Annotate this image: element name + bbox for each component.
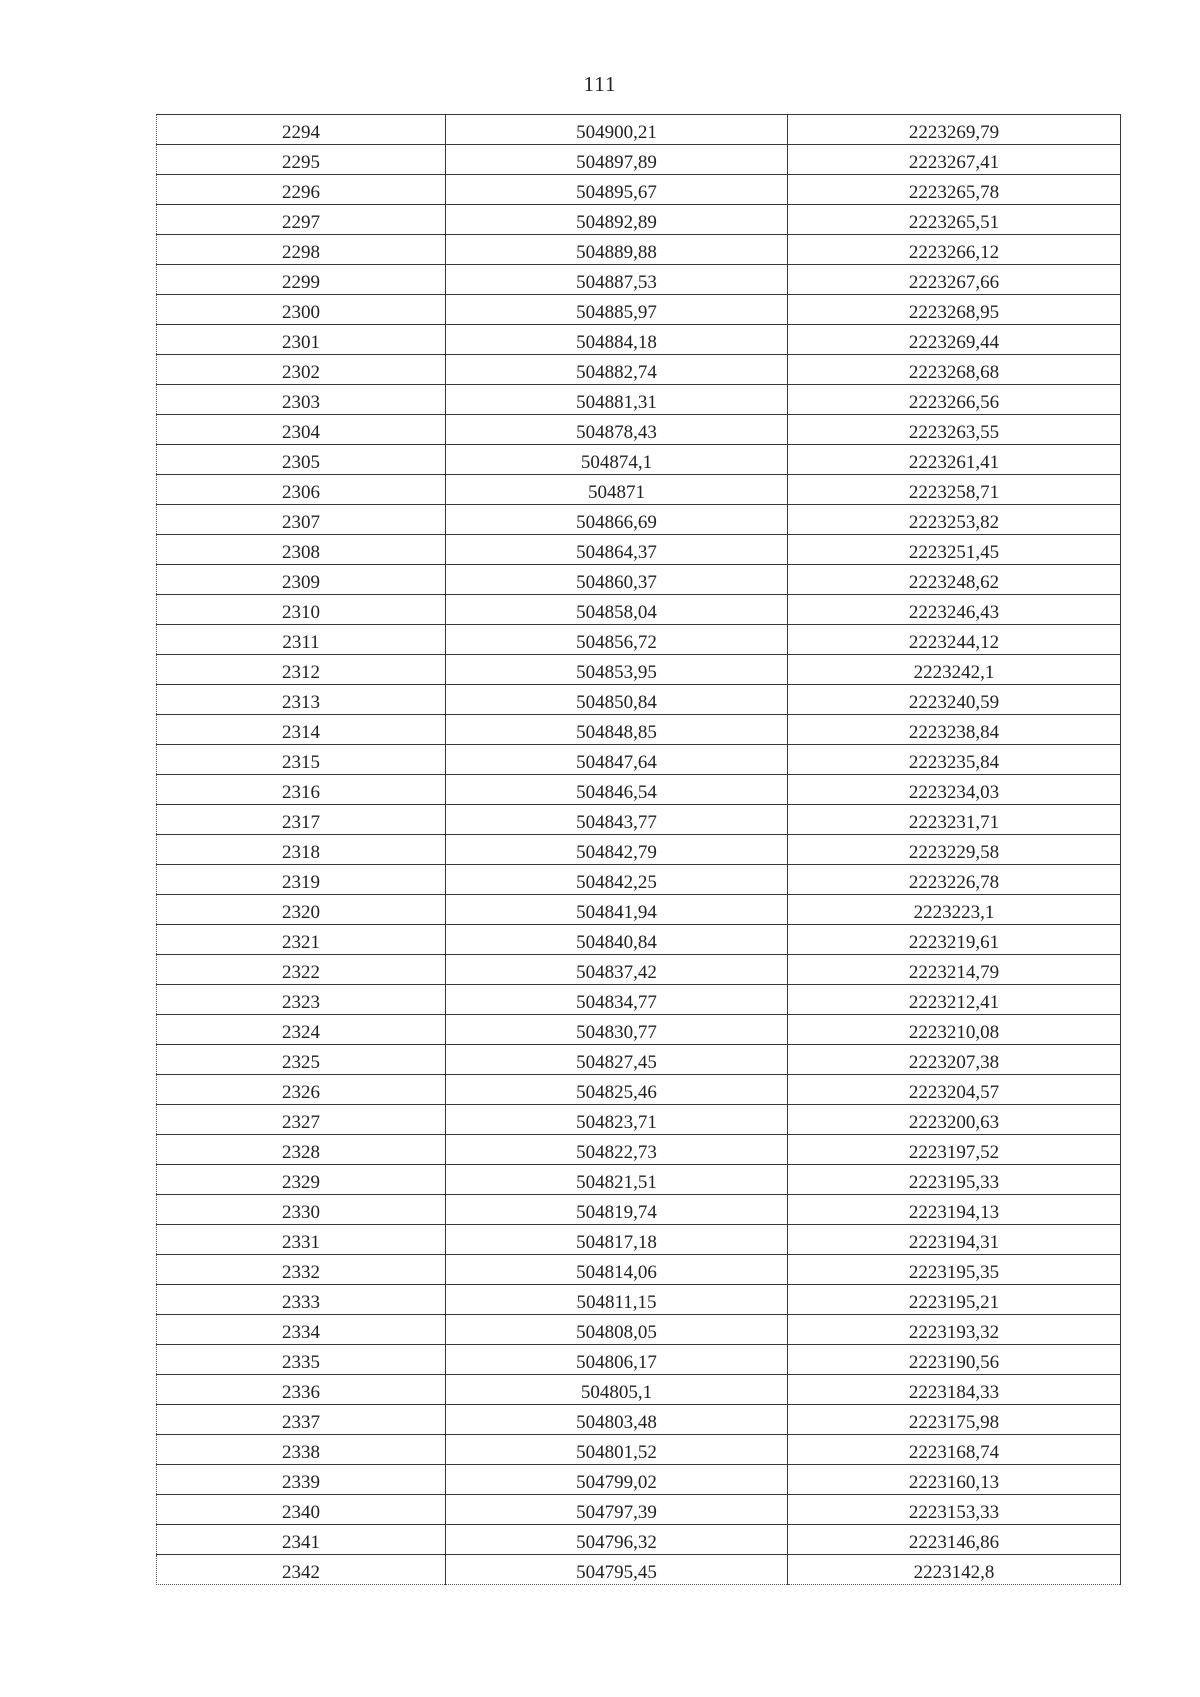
table-row — [157, 1075, 1121, 1105]
point-number-cell: 2311 — [157, 625, 446, 655]
y-coordinate-cell: 2223265,51 — [788, 205, 1121, 235]
y-coordinate-cell: 2223204,57 — [788, 1075, 1121, 1105]
table-row — [157, 1045, 1121, 1075]
y-coordinate-cell: 2223223,1 — [788, 895, 1121, 925]
point-number-cell: 2321 — [157, 925, 446, 955]
y-coordinate-cell: 2223231,71 — [788, 805, 1121, 835]
page-number: 111 — [583, 72, 617, 96]
x-coordinate-cell: 504797,39 — [446, 1495, 788, 1525]
table-row — [157, 1375, 1121, 1405]
table-row — [157, 1015, 1121, 1045]
table-row — [157, 475, 1121, 505]
y-coordinate-cell: 2223268,68 — [788, 355, 1121, 385]
y-coordinate-cell: 2223207,38 — [788, 1045, 1121, 1075]
y-coordinate-cell: 2223194,31 — [788, 1225, 1121, 1255]
y-coordinate-cell: 2223210,08 — [788, 1015, 1121, 1045]
x-coordinate-cell: 504895,67 — [446, 175, 788, 205]
x-coordinate-cell: 504795,45 — [446, 1555, 788, 1585]
point-number-cell: 2325 — [157, 1045, 446, 1075]
x-coordinate-cell: 504827,45 — [446, 1045, 788, 1075]
x-coordinate-cell: 504842,79 — [446, 835, 788, 865]
x-coordinate-cell: 504856,72 — [446, 625, 788, 655]
y-coordinate-cell: 2223195,21 — [788, 1285, 1121, 1315]
table-row — [157, 1255, 1121, 1285]
point-number-cell: 2299 — [157, 265, 446, 295]
x-coordinate-cell: 504834,77 — [446, 985, 788, 1015]
coordinates-table-body — [157, 115, 1121, 1585]
x-coordinate-cell: 504830,77 — [446, 1015, 788, 1045]
point-number-cell: 2320 — [157, 895, 446, 925]
x-coordinate-cell: 504866,69 — [446, 505, 788, 535]
y-coordinate-cell: 2223219,61 — [788, 925, 1121, 955]
x-coordinate-cell: 504881,31 — [446, 385, 788, 415]
table-row — [157, 1465, 1121, 1495]
table-row — [157, 865, 1121, 895]
y-coordinate-cell: 2223251,45 — [788, 535, 1121, 565]
table-row — [157, 775, 1121, 805]
point-number-cell: 2339 — [157, 1465, 446, 1495]
x-coordinate-cell: 504840,84 — [446, 925, 788, 955]
x-coordinate-cell: 504887,53 — [446, 265, 788, 295]
y-coordinate-cell: 2223214,79 — [788, 955, 1121, 985]
y-coordinate-cell: 2223266,56 — [788, 385, 1121, 415]
table-row — [157, 655, 1121, 685]
x-coordinate-cell: 504823,71 — [446, 1105, 788, 1135]
y-coordinate-cell: 2223238,84 — [788, 715, 1121, 745]
point-number-cell: 2330 — [157, 1195, 446, 1225]
x-coordinate-cell: 504796,32 — [446, 1525, 788, 1555]
table-row — [157, 505, 1121, 535]
point-number-cell: 2331 — [157, 1225, 446, 1255]
y-coordinate-cell: 2223246,43 — [788, 595, 1121, 625]
y-coordinate-cell: 2223235,84 — [788, 745, 1121, 775]
point-number-cell: 2324 — [157, 1015, 446, 1045]
point-number-cell: 2304 — [157, 415, 446, 445]
x-coordinate-cell: 504821,51 — [446, 1165, 788, 1195]
table-row — [157, 1135, 1121, 1165]
point-number-cell: 2329 — [157, 1165, 446, 1195]
point-number-cell: 2300 — [157, 295, 446, 325]
y-coordinate-cell: 2223244,12 — [788, 625, 1121, 655]
point-number-cell: 2305 — [157, 445, 446, 475]
point-number-cell: 2317 — [157, 805, 446, 835]
x-coordinate-cell: 504882,74 — [446, 355, 788, 385]
y-coordinate-cell: 2223168,74 — [788, 1435, 1121, 1465]
point-number-cell: 2309 — [157, 565, 446, 595]
point-number-cell: 2313 — [157, 685, 446, 715]
point-number-cell: 2335 — [157, 1345, 446, 1375]
table-row — [157, 115, 1121, 145]
point-number-cell: 2307 — [157, 505, 446, 535]
x-coordinate-cell: 504819,74 — [446, 1195, 788, 1225]
table-row — [157, 205, 1121, 235]
table-row — [157, 415, 1121, 445]
x-coordinate-cell: 504803,48 — [446, 1405, 788, 1435]
point-number-cell: 2302 — [157, 355, 446, 385]
table-row — [157, 1285, 1121, 1315]
coordinates-table — [156, 114, 1121, 1585]
x-coordinate-cell: 504900,21 — [446, 115, 788, 145]
y-coordinate-cell: 2223146,86 — [788, 1525, 1121, 1555]
point-number-cell: 2342 — [157, 1555, 446, 1585]
x-coordinate-cell: 504878,43 — [446, 415, 788, 445]
y-coordinate-cell: 2223267,41 — [788, 145, 1121, 175]
point-number-cell: 2297 — [157, 205, 446, 235]
table-row — [157, 1315, 1121, 1345]
point-number-cell: 2301 — [157, 325, 446, 355]
table-row — [157, 595, 1121, 625]
y-coordinate-cell: 2223269,44 — [788, 325, 1121, 355]
x-coordinate-cell: 504892,89 — [446, 205, 788, 235]
point-number-cell: 2332 — [157, 1255, 446, 1285]
y-coordinate-cell: 2223190,56 — [788, 1345, 1121, 1375]
table-row — [157, 535, 1121, 565]
x-coordinate-cell: 504825,46 — [446, 1075, 788, 1105]
x-coordinate-cell: 504871 — [446, 475, 788, 505]
x-coordinate-cell: 504858,04 — [446, 595, 788, 625]
table-row — [157, 1105, 1121, 1135]
point-number-cell: 2334 — [157, 1315, 446, 1345]
point-number-cell: 2328 — [157, 1135, 446, 1165]
table-row — [157, 145, 1121, 175]
x-coordinate-cell: 504885,97 — [446, 295, 788, 325]
y-coordinate-cell: 2223229,58 — [788, 835, 1121, 865]
table-row — [157, 325, 1121, 355]
table-row — [157, 745, 1121, 775]
x-coordinate-cell: 504814,06 — [446, 1255, 788, 1285]
point-number-cell: 2327 — [157, 1105, 446, 1135]
table-row — [157, 835, 1121, 865]
table-row — [157, 895, 1121, 925]
point-number-cell: 2318 — [157, 835, 446, 865]
x-coordinate-cell: 504874,1 — [446, 445, 788, 475]
table-row — [157, 295, 1121, 325]
point-number-cell: 2312 — [157, 655, 446, 685]
point-number-cell: 2319 — [157, 865, 446, 895]
table-row — [157, 1525, 1121, 1555]
x-coordinate-cell: 504846,54 — [446, 775, 788, 805]
point-number-cell: 2294 — [157, 115, 446, 145]
table-row — [157, 1225, 1121, 1255]
y-coordinate-cell: 2223195,33 — [788, 1165, 1121, 1195]
y-coordinate-cell: 2223263,55 — [788, 415, 1121, 445]
y-coordinate-cell: 2223195,35 — [788, 1255, 1121, 1285]
point-number-cell: 2336 — [157, 1375, 446, 1405]
y-coordinate-cell: 2223265,78 — [788, 175, 1121, 205]
point-number-cell: 2303 — [157, 385, 446, 415]
x-coordinate-cell: 504822,73 — [446, 1135, 788, 1165]
table-row — [157, 805, 1121, 835]
point-number-cell: 2306 — [157, 475, 446, 505]
y-coordinate-cell: 2223242,1 — [788, 655, 1121, 685]
y-coordinate-cell: 2223193,32 — [788, 1315, 1121, 1345]
table-row — [157, 175, 1121, 205]
table-row — [157, 1165, 1121, 1195]
x-coordinate-cell: 504799,02 — [446, 1465, 788, 1495]
x-coordinate-cell: 504864,37 — [446, 535, 788, 565]
x-coordinate-cell: 504850,84 — [446, 685, 788, 715]
table-row — [157, 565, 1121, 595]
x-coordinate-cell: 504805,1 — [446, 1375, 788, 1405]
y-coordinate-cell: 2223267,66 — [788, 265, 1121, 295]
y-coordinate-cell: 2223153,33 — [788, 1495, 1121, 1525]
y-coordinate-cell: 2223253,82 — [788, 505, 1121, 535]
y-coordinate-cell: 2223212,41 — [788, 985, 1121, 1015]
table-row — [157, 1495, 1121, 1525]
x-coordinate-cell: 504843,77 — [446, 805, 788, 835]
y-coordinate-cell: 2223234,03 — [788, 775, 1121, 805]
x-coordinate-cell: 504801,52 — [446, 1435, 788, 1465]
x-coordinate-cell: 504808,05 — [446, 1315, 788, 1345]
y-coordinate-cell: 2223184,33 — [788, 1375, 1121, 1405]
table-row — [157, 265, 1121, 295]
y-coordinate-cell: 2223240,59 — [788, 685, 1121, 715]
point-number-cell: 2310 — [157, 595, 446, 625]
table-row — [157, 1435, 1121, 1465]
y-coordinate-cell: 2223194,13 — [788, 1195, 1121, 1225]
point-number-cell: 2333 — [157, 1285, 446, 1315]
x-coordinate-cell: 504811,15 — [446, 1285, 788, 1315]
point-number-cell: 2315 — [157, 745, 446, 775]
table-row — [157, 1195, 1121, 1225]
table-row — [157, 355, 1121, 385]
point-number-cell: 2323 — [157, 985, 446, 1015]
point-number-cell: 2341 — [157, 1525, 446, 1555]
y-coordinate-cell: 2223200,63 — [788, 1105, 1121, 1135]
table-row — [157, 235, 1121, 265]
table-row — [157, 1345, 1121, 1375]
x-coordinate-cell: 504897,89 — [446, 145, 788, 175]
x-coordinate-cell: 504889,88 — [446, 235, 788, 265]
x-coordinate-cell: 504842,25 — [446, 865, 788, 895]
point-number-cell: 2295 — [157, 145, 446, 175]
x-coordinate-cell: 504848,85 — [446, 715, 788, 745]
table-row — [157, 1405, 1121, 1435]
x-coordinate-cell: 504860,37 — [446, 565, 788, 595]
y-coordinate-cell: 2223266,12 — [788, 235, 1121, 265]
y-coordinate-cell: 2223248,62 — [788, 565, 1121, 595]
table-row — [157, 715, 1121, 745]
y-coordinate-cell: 2223197,52 — [788, 1135, 1121, 1165]
x-coordinate-cell: 504847,64 — [446, 745, 788, 775]
x-coordinate-cell: 504806,17 — [446, 1345, 788, 1375]
point-number-cell: 2340 — [157, 1495, 446, 1525]
y-coordinate-cell: 2223268,95 — [788, 295, 1121, 325]
point-number-cell: 2338 — [157, 1435, 446, 1465]
table-row — [157, 685, 1121, 715]
point-number-cell: 2337 — [157, 1405, 446, 1435]
y-coordinate-cell: 2223226,78 — [788, 865, 1121, 895]
x-coordinate-cell: 504884,18 — [446, 325, 788, 355]
y-coordinate-cell: 2223175,98 — [788, 1405, 1121, 1435]
x-coordinate-cell: 504817,18 — [446, 1225, 788, 1255]
point-number-cell: 2308 — [157, 535, 446, 565]
y-coordinate-cell: 2223142,8 — [788, 1555, 1121, 1585]
point-number-cell: 2298 — [157, 235, 446, 265]
point-number-cell: 2322 — [157, 955, 446, 985]
table-row — [157, 625, 1121, 655]
table-row — [157, 955, 1121, 985]
y-coordinate-cell: 2223261,41 — [788, 445, 1121, 475]
point-number-cell: 2296 — [157, 175, 446, 205]
table-row — [157, 1555, 1121, 1585]
x-coordinate-cell: 504853,95 — [446, 655, 788, 685]
point-number-cell: 2326 — [157, 1075, 446, 1105]
x-coordinate-cell: 504841,94 — [446, 895, 788, 925]
x-coordinate-cell: 504837,42 — [446, 955, 788, 985]
point-number-cell: 2314 — [157, 715, 446, 745]
table-row — [157, 985, 1121, 1015]
table-row — [157, 445, 1121, 475]
table-row — [157, 925, 1121, 955]
y-coordinate-cell: 2223160,13 — [788, 1465, 1121, 1495]
point-number-cell: 2316 — [157, 775, 446, 805]
y-coordinate-cell: 2223269,79 — [788, 115, 1121, 145]
table-row — [157, 385, 1121, 415]
y-coordinate-cell: 2223258,71 — [788, 475, 1121, 505]
